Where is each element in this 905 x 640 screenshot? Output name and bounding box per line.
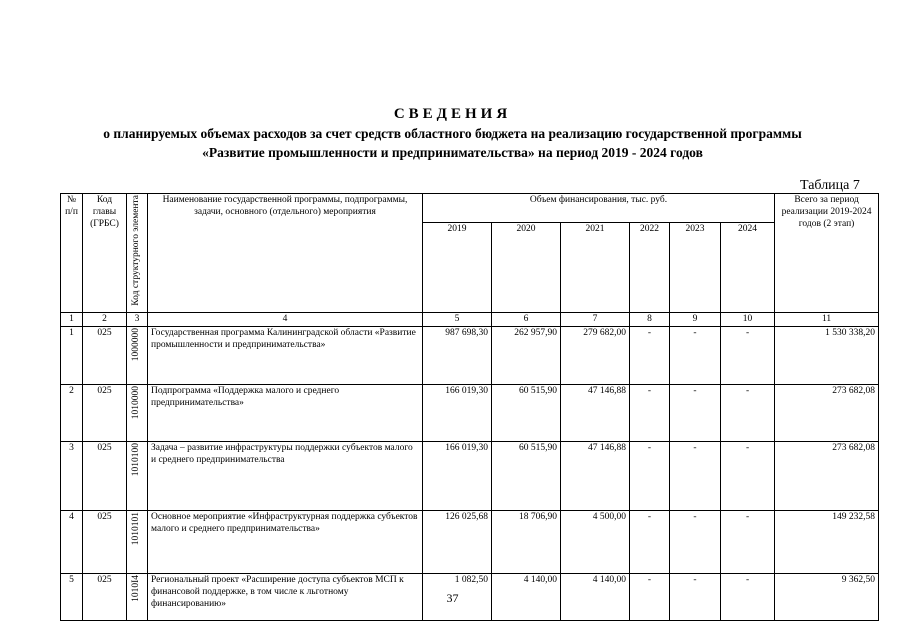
document-subtitle-line2: «Развитие промышленности и предпринимательства» на период 2019 - 2024 годов: [202, 145, 703, 160]
row-value-2019: 166 019,30: [423, 442, 492, 511]
row-value-2023: -: [670, 385, 721, 442]
row-value-2020: 18 706,90: [492, 511, 561, 574]
header-grbs: Код главы (ГРБС): [83, 194, 127, 313]
row-value-2022: -: [630, 385, 670, 442]
row-value-2019: 987 698,30: [423, 327, 492, 385]
table-row: [61, 442, 879, 511]
col-number: 3: [127, 312, 148, 327]
header-year-2022: 2022: [630, 222, 670, 312]
row-value-2021: 4 140,00: [561, 574, 630, 621]
row-grbs: 025: [83, 442, 127, 511]
table-row: [61, 511, 879, 574]
row-value-2021: 47 146,88: [561, 442, 630, 511]
row-grbs: 025: [83, 385, 127, 442]
header-row-top: [61, 194, 879, 223]
row-code-text: 1010100: [131, 443, 142, 477]
col-number: 8: [630, 312, 670, 327]
row-code-text: 1000000: [131, 328, 142, 362]
row-grbs: 025: [83, 327, 127, 385]
row-value-2022: -: [630, 574, 670, 621]
row-value-2019: 126 025,68: [423, 511, 492, 574]
row-value-2020: 60 515,90: [492, 385, 561, 442]
col-number: 11: [775, 312, 879, 327]
row-num: 5: [61, 574, 83, 621]
row-num: 3: [61, 442, 83, 511]
header-year-2021: 2021: [561, 222, 630, 312]
row-value-2020: 4 140,00: [492, 574, 561, 621]
column-numbers-row: [61, 312, 879, 327]
col-number: 5: [423, 312, 492, 327]
row-value-2024: -: [721, 511, 775, 574]
row-total: 1 530 338,20: [775, 327, 879, 385]
col-number: 6: [492, 312, 561, 327]
table-row: [61, 327, 879, 385]
row-value-2023: -: [670, 511, 721, 574]
row-value-2021: 47 146,88: [561, 385, 630, 442]
row-code-text: 1010I4: [131, 575, 142, 603]
row-grbs: 025: [83, 511, 127, 574]
row-value-2019: 166 019,30: [423, 385, 492, 442]
row-num: 1: [61, 327, 83, 385]
header-year-2023: 2023: [670, 222, 721, 312]
row-name: Государственная программа Калининградской области «Развитие промышленности и предпринимательства»: [148, 327, 423, 385]
row-value-2021: 4 500,00: [561, 511, 630, 574]
col-number: 4: [148, 312, 423, 327]
row-total: 273 682,08: [775, 442, 879, 511]
row-value-2019: 1 082,50: [423, 574, 492, 621]
row-num: 2: [61, 385, 83, 442]
row-grbs: 025: [83, 574, 127, 621]
table-row: [61, 385, 879, 442]
row-code: [127, 442, 148, 511]
row-total: 273 682,08: [775, 385, 879, 442]
col-number: 9: [670, 312, 721, 327]
row-value-2023: -: [670, 442, 721, 511]
row-value-2022: -: [630, 511, 670, 574]
header-struct-code: [127, 194, 148, 313]
row-total: 149 232,58: [775, 511, 879, 574]
row-num: 4: [61, 511, 83, 574]
row-total: 9 362,50: [775, 574, 879, 621]
header-year-2024: 2024: [721, 222, 775, 312]
row-code: [127, 385, 148, 442]
row-value-2024: -: [721, 442, 775, 511]
document-subtitle-line1: о планируемых объемах расходов за счет средств областного бюджета на реализацию государственной программы: [103, 126, 802, 141]
header-funding: Объем финансирования, тыс. руб.: [423, 194, 775, 223]
row-value-2024: -: [721, 574, 775, 621]
row-value-2021: 279 682,00: [561, 327, 630, 385]
row-value-2023: -: [670, 574, 721, 621]
header-num: № п/п: [61, 194, 83, 313]
header-name: Наименование государственной программы, подпрограммы, задачи, основного (отдельного) мероприятия: [148, 194, 423, 313]
row-code-text: 1010101: [131, 512, 142, 546]
row-value-2024: -: [721, 327, 775, 385]
col-number: 1: [61, 312, 83, 327]
row-value-2023: -: [670, 327, 721, 385]
table-label: Таблица 7: [800, 178, 860, 193]
row-name: Региональный проект «Расширение доступа субъектов МСП к финансовой поддержке, в том числе к льготному финансированию»: [148, 574, 423, 621]
row-name: Основное мероприятие «Инфраструктурная поддержка субъектов малого и среднего предпринимательства»: [148, 511, 423, 574]
row-name: Задача – развитие инфраструктуры поддержки субъектов малого и среднего предпринимательства: [148, 442, 423, 511]
row-value-2020: 60 515,90: [492, 442, 561, 511]
col-number: 7: [561, 312, 630, 327]
row-value-2020: 262 957,90: [492, 327, 561, 385]
row-name: Подпрограмма «Поддержка малого и среднего предпринимательства»: [148, 385, 423, 442]
header-struct-code-text: Код структурного элемента: [131, 195, 142, 306]
row-value-2022: -: [630, 327, 670, 385]
header-year-2019: 2019: [423, 222, 492, 312]
row-code: [127, 511, 148, 574]
col-number: 2: [83, 312, 127, 327]
page-number: 37: [446, 591, 459, 605]
header-total: Всего за период реализации 2019-2024 годов (2 этап): [775, 194, 879, 313]
header-year-2020: 2020: [492, 222, 561, 312]
row-code: [127, 327, 148, 385]
row-value-2022: -: [630, 442, 670, 511]
document-title: СВЕДЕНИЯ: [393, 106, 512, 122]
col-number: 10: [721, 312, 775, 327]
row-code-text: 1010000: [131, 386, 142, 420]
row-value-2024: -: [721, 385, 775, 442]
funding-table: [60, 193, 879, 621]
